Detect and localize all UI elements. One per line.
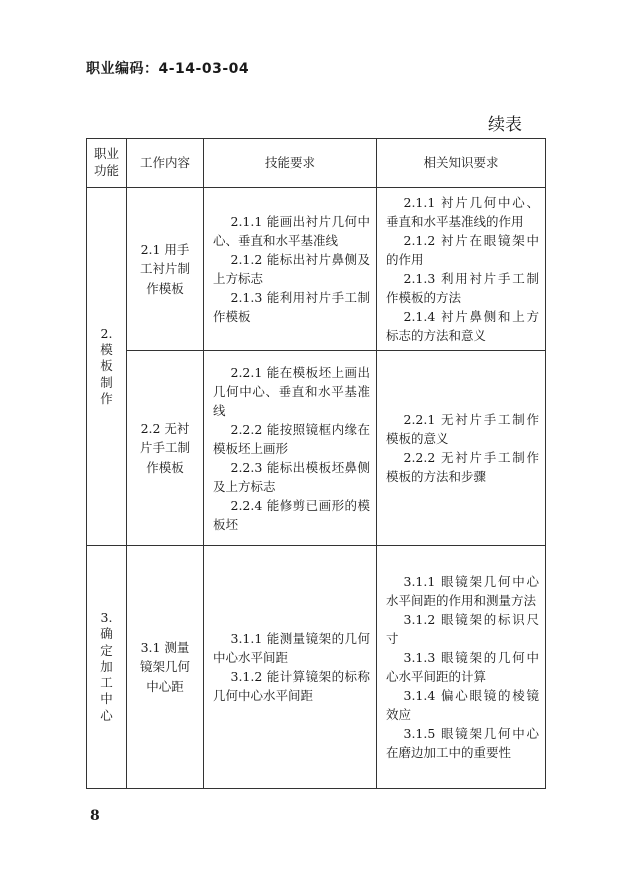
table-header-row (87, 139, 546, 188)
skill-item: 2.1.3 能利用衬片手工制作模板 (213, 290, 370, 324)
function-cell: 2. 模 板 制 作 (87, 188, 127, 546)
knowledge-cell (377, 546, 546, 789)
knowledge-item: 2.1.2 衬片在眼镜架中的作用 (386, 233, 539, 267)
skill-item: 2.2.3 能标出模板坯鼻侧及上方标志 (213, 459, 370, 494)
knowledge-item: 2.1.1 衬片几何中心、垂直和水平基准线的作用 (386, 195, 539, 229)
skill-item: 3.1.1 能测量镜架的几何中心水平间距 (213, 631, 370, 665)
knowledge-item: 2.1.3 利用衬片手工制作模板的方法 (386, 271, 539, 305)
skills-cell (204, 188, 377, 351)
occupation-code: 职业编码：4-14-03-04 (86, 61, 250, 77)
skill-item: 3.1.2 能计算镜架的标称几何中心水平间距 (213, 669, 370, 703)
table-row (87, 351, 546, 546)
skills-table (86, 138, 546, 789)
table-row (87, 546, 546, 789)
function-cell: 3. 确 定 加 工 中 心 (87, 546, 127, 789)
continued-label: 续表 (488, 115, 522, 135)
skills-cell (204, 351, 377, 546)
skill-item: 2.1.2 能标出衬片鼻侧及上方标志 (213, 252, 370, 286)
col-header-skills: 技能要求 (204, 139, 377, 188)
work-content-cell: 3.1 测量镜架几何中心距 (127, 546, 204, 789)
page-number: 8 (90, 808, 100, 824)
work-content-cell: 2.1 用手工衬片制作模板 (127, 188, 204, 351)
knowledge-item: 2.2.2 无衬片手工制作模板的方法和步骤 (386, 450, 539, 484)
col-header-work: 工作内容 (127, 139, 204, 188)
col-header-function: 职业 功能 (87, 139, 127, 188)
knowledge-item: 3.1.5 眼镜架几何中心在磨边加工中的重要性 (386, 726, 539, 760)
table-row (87, 188, 546, 351)
knowledge-item: 3.1.2 眼镜架的标识尺寸 (386, 612, 539, 646)
knowledge-cell (377, 351, 546, 546)
knowledge-item: 2.1.4 衬片鼻侧和上方标志的方法和意义 (386, 309, 539, 343)
col-header-knowledge: 相关知识要求 (377, 139, 546, 188)
knowledge-item: 3.1.3 眼镜架的几何中心水平间距的计算 (386, 650, 539, 684)
work-content-cell: 2.2 无衬片手工制作模板 (127, 351, 204, 546)
skills-cell (204, 546, 377, 789)
skill-item: 2.2.4 能修剪已画形的模板坯 (213, 497, 370, 532)
knowledge-cell (377, 188, 546, 351)
knowledge-item: 3.1.4 偏心眼镜的棱镜效应 (386, 688, 539, 722)
skill-item: 2.2.2 能按照镜框内缘在模板坯上画形 (213, 421, 370, 456)
skill-item: 2.2.1 能在模板坯上画出几何中心、垂直和水平基准线 (213, 364, 370, 418)
knowledge-item: 3.1.1 眼镜架几何中心水平间距的作用和测量方法 (386, 574, 539, 608)
knowledge-item: 2.2.1 无衬片手工制作模板的意义 (386, 412, 539, 446)
skill-item: 2.1.1 能画出衬片几何中心、垂直和水平基准线 (213, 214, 370, 248)
